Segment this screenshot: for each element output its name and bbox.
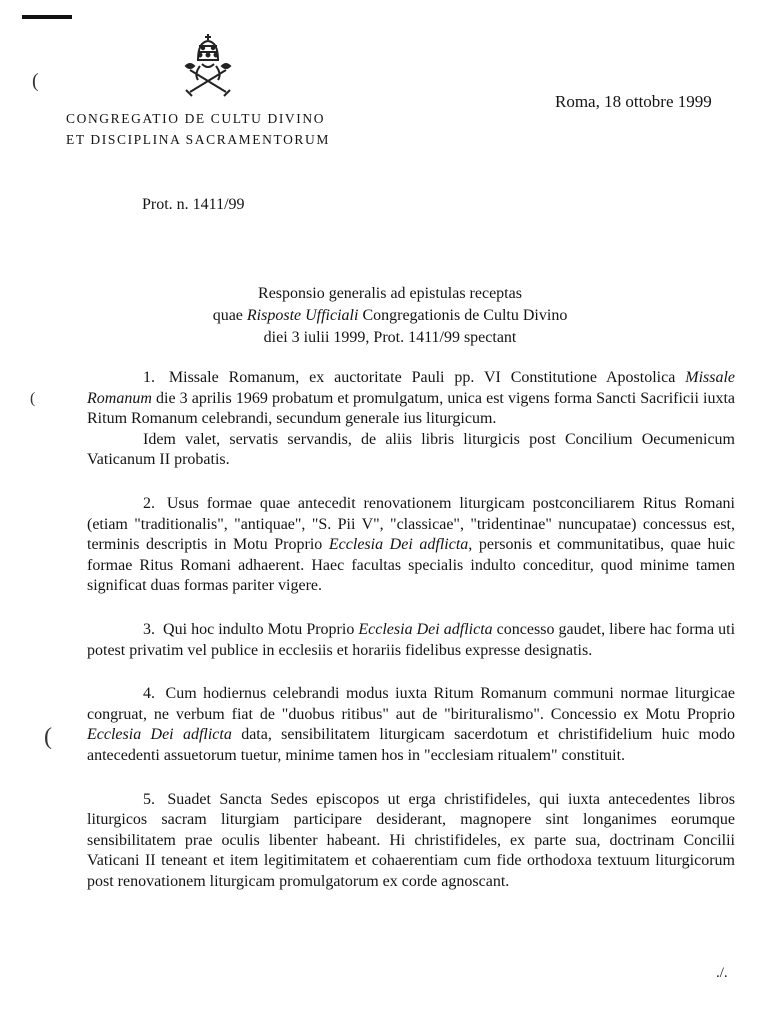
paragraph-3-italic: Ecclesia Dei adflicta — [358, 620, 493, 638]
heading-line-2 — [160, 305, 620, 327]
heading-line-1: Responsio generalis ad epistulas receptas — [258, 285, 522, 302]
paragraph-1-text-a: Missale Romanum, ex auctoritate Pauli pp. VI Constitutione Apostolica — [168, 369, 686, 386]
margin-mark-p4: ( — [44, 724, 52, 750]
paragraph-2-text-b: , personis et communitatibus, quae huic formae Ritus Romani adhaerent. Haec facultas specialis indulto conceditur, quod minime tamen significat duas formas pariter vigere. — [87, 536, 736, 595]
protocol-number: Prot. n. 1411/99 — [142, 196, 245, 213]
paragraph-1-text-b: die 3 aprilis 1969 probatum et promulgatum, unica est vigens forma Sancti Sacrificii iuxta Ritum Romanum celebrandi, secundum generale ius liturgicum. — [87, 389, 735, 428]
sender-line-1: CONGREGATIO DE CULTU DIVINO — [66, 111, 326, 126]
paragraph-5-number: 5. — [143, 790, 155, 808]
paragraph-3-number: 3. — [143, 620, 155, 638]
paragraph-4 — [87, 684, 735, 766]
margin-mark-top: ( — [32, 70, 39, 92]
document-heading — [160, 283, 620, 349]
document-body — [87, 368, 735, 915]
continuation-mark: ./. — [716, 965, 728, 981]
paragraph-1-italic: Missale Romanum — [87, 369, 736, 407]
scan-artifact-top — [22, 15, 72, 19]
paragraph-2 — [87, 494, 735, 597]
paragraph-1-number: 1. — [143, 369, 155, 386]
paragraph-1 — [87, 368, 735, 430]
heading-line-2-pre: quae — [212, 307, 247, 324]
paragraph-5 — [87, 790, 735, 893]
paragraph-4-number: 4. — [143, 685, 155, 703]
paragraph-2-text-a: Usus formae quae antecedit renovationem liturgicam postconciliarem Ritus Romani (etiam "traditionalis", "antiquae", "S. Pii V", "classicae", "tridentinae" nuncupatae) concessus est, terminis descriptis in Motu Proprio — [87, 494, 736, 554]
heading-line-2-post: Congregationis de Cultu Divino — [358, 307, 568, 324]
paragraph-3-text-b: concesso gaudet, libere hac forma uti potest privatim vel publice in ecclesiis et horariis fidelibus expresse designatis. — [87, 620, 736, 659]
paragraph-2-italic: Ecclesia Dei adflicta — [328, 536, 469, 554]
heading-line-3: diei 3 iulii 1999, Prot. 1411/99 spectant — [263, 329, 517, 346]
place-date: Roma, 18 ottobre 1999 — [555, 92, 712, 111]
paragraph-5-text: Suadet Sancta Sedes episcopos ut erga christifideles, qui iuxta antecedentes libros liturgicos sacram liturgiam participare desiderant, magnopere sint longanimes eorumque sensibilitatem prae oculis libenter habeant. Hi christifideles, ex parte sua, doctrinam Concilii Vaticani II teneant et item legitimitatem et cohaerentiam cum fide orthodoxa textuum liturgicorum post renovationem liturgicam promulgatorum ex corde agnoscant. — [87, 790, 736, 890]
paragraph-3 — [87, 620, 735, 661]
papal-crest-icon — [178, 30, 238, 98]
paragraph-4-text-a: Cum hodiernus celebrandi modus iuxta Ritum Romanum communi normae liturgicae congruat, ne verbum fiat de "duobus ritibus" aut de "birituralismo". Concessio ex Motu Proprio — [87, 685, 736, 723]
paragraph-1-continuation: Idem valet, servatis servandis, de aliis libris liturgicis post Concilium Oecumenicum Vaticanum II probatis. — [87, 430, 735, 469]
paragraph-3-text-a: Qui hoc indulto Motu Proprio — [163, 620, 359, 638]
heading-line-2-italic: Risposte Ufficiali — [246, 307, 359, 324]
paragraph-2-number: 2. — [143, 494, 155, 512]
paragraph-4-text-b: data, sensibilitatem liturgicam sacerdotum et christifidelium huic modo antecedenti assuetorum tuetur, minime tamen hos in "ecclesiam ritualem" constituit. — [87, 726, 736, 764]
paragraph-4-italic: Ecclesia Dei adflicta — [87, 726, 232, 744]
sender-congregation — [66, 108, 330, 150]
margin-mark-p1: ( — [30, 390, 36, 407]
sender-line-2: ET DISCIPLINA SACRAMENTORUM — [66, 132, 330, 147]
